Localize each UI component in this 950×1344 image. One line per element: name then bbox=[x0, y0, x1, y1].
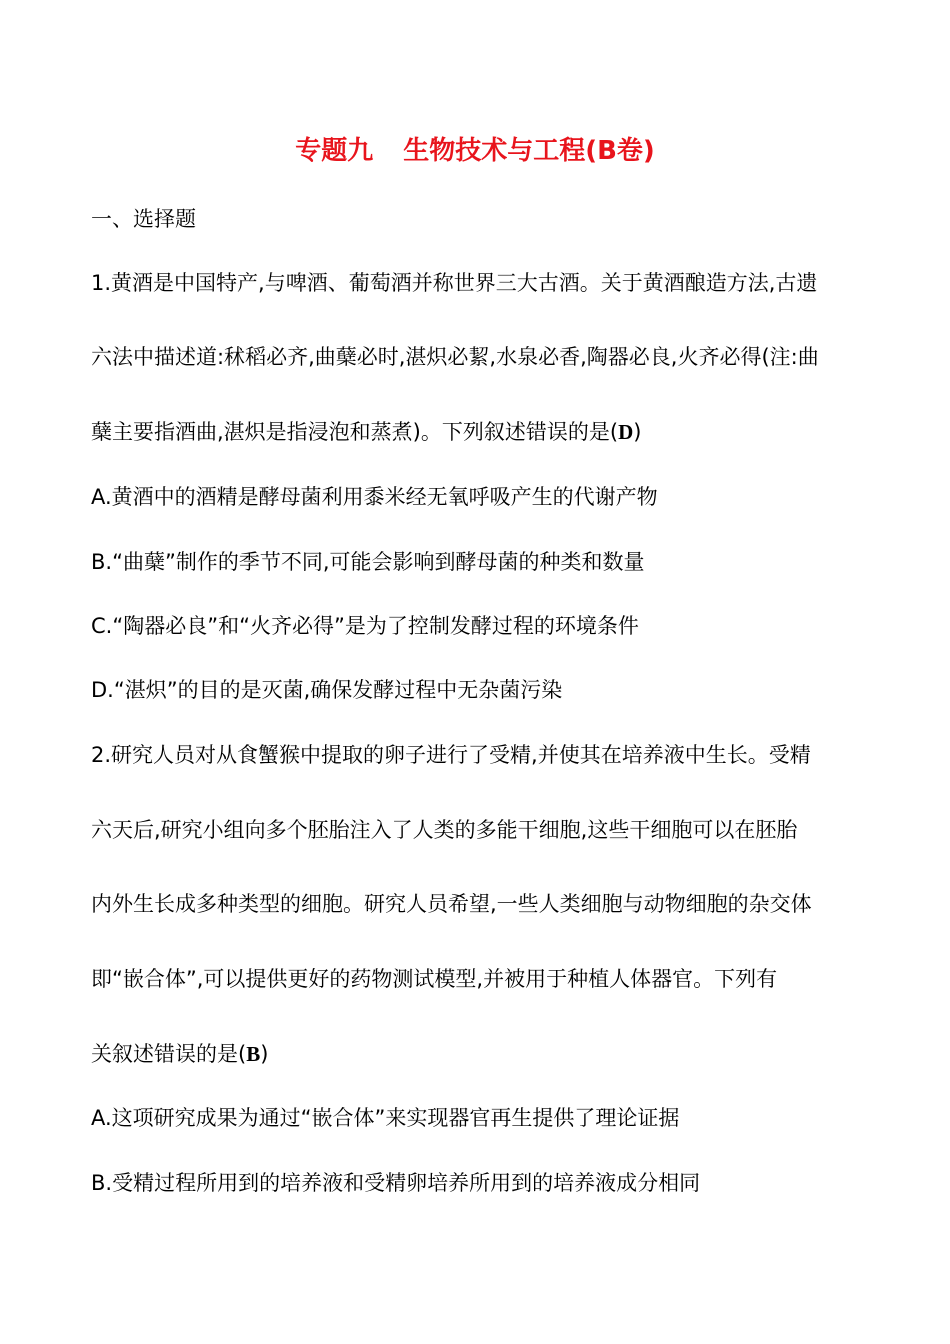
q2-stem-line-2: 六天后,研究小组向多个胚胎注入了人类的多能干细胞,这些干细胞可以在胚胎 bbox=[91, 818, 798, 842]
q2-stem-line-5 bbox=[91, 1039, 871, 1069]
section-heading: 一、选择题 bbox=[91, 207, 196, 231]
q1-stem-line-1: 1.黄酒是中国特产,与啤酒、葡萄酒并称世界三大古酒。关于黄酒酿造方法,古遗 bbox=[91, 271, 818, 295]
q1-option-d: D.“湛炽”的目的是灭菌,确保发酵过程中无杂菌污染 bbox=[91, 678, 563, 702]
q1-option-c: C.“陶器必良”和“火齐必得”是为了控制发酵过程的环境条件 bbox=[91, 614, 639, 638]
q1-option-a: A.黄酒中的酒精是酵母菌利用黍米经无氧呼吸产生的代谢产物 bbox=[91, 485, 658, 509]
title-topic-number: 专题九 bbox=[295, 136, 374, 166]
q2-option-a: A.这项研究成果为通过“嵌合体”来实现器官再生提供了理论证据 bbox=[91, 1106, 680, 1130]
q2-option-b: B.受精过程所用到的培养液和受精卵培养所用到的培养液成分相同 bbox=[91, 1171, 701, 1195]
q1-close-paren: ) bbox=[633, 420, 642, 444]
q1-option-b: B.“曲蘖”制作的季节不同,可能会影响到酵母菌的种类和数量 bbox=[91, 550, 645, 574]
q1-answer: D bbox=[618, 420, 634, 444]
q1-stem-line-3 bbox=[91, 417, 871, 447]
q2-stem-line-4: 即“嵌合体”,可以提供更好的药物测试模型,并被用于种植人体器官。下列有 bbox=[91, 967, 778, 991]
q2-stem-line-1: 2.研究人员对从食蟹猴中提取的卵子进行了受精,并使其在培养液中生长。受精 bbox=[91, 743, 811, 767]
q1-stem-line-2: 六法中描述道:秫稻必齐,曲蘖必时,湛炽必絜,水泉必香,陶器必良,火齐必得(注:曲 bbox=[91, 345, 819, 369]
title-topic-name: 生物技术与工程(B卷) bbox=[403, 136, 655, 166]
q2-stem-line-3: 内外生长成多种类型的细胞。研究人员希望,一些人类细胞与动物细胞的杂交体 bbox=[91, 892, 812, 916]
q1-stem-text: 蘖主要指酒曲,湛炽是指浸泡和蒸煮)。下列叙述错误的是( bbox=[91, 420, 619, 444]
q2-answer: B bbox=[246, 1042, 261, 1066]
page-title bbox=[0, 133, 950, 169]
q2-stem-text: 关叙述错误的是( bbox=[91, 1042, 247, 1066]
q2-close-paren: ) bbox=[260, 1042, 269, 1066]
